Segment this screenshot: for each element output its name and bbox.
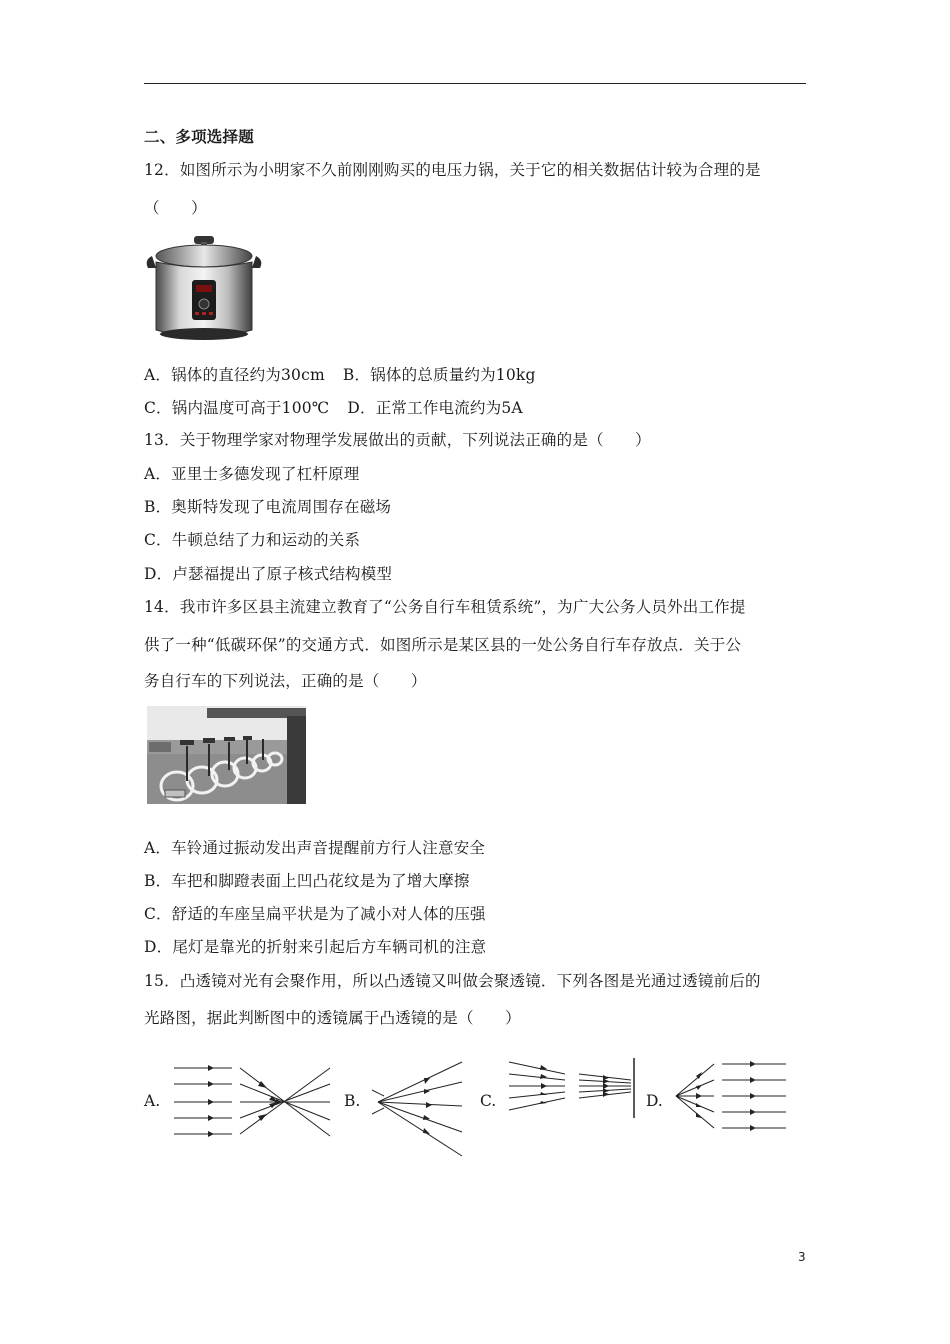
- light-path-diagram-c: [505, 1056, 640, 1122]
- q13-stem: 13．关于物理学家对物理学发展做出的贡献，下列说法正确的是（ ）: [144, 431, 651, 449]
- q14-option-d: D．尾灯是靠光的折射来引起后方车辆司机的注意: [144, 938, 487, 956]
- q12-stem-line1: 12．如图所示为小明家不久前刚刚购买的电压力锅，关于它的相关数据估计较为合理的是: [144, 161, 761, 179]
- q13-option-a: A．亚里士多德发现了杠杆原理: [144, 465, 360, 483]
- section-title: 二、多项选择题: [144, 128, 254, 146]
- q14-stem-line1: 14．我市许多区县主流建立教育了“公务自行车租赁系统”，为广大公务人员外出工作提: [144, 598, 746, 616]
- q14-option-c: C．舒适的车座呈扁平状是为了减小对人体的压强: [144, 905, 486, 923]
- q13-option-c: C．牛顿总结了力和运动的关系: [144, 531, 361, 549]
- q12-option-c: C．锅内温度可高于100℃: [144, 399, 330, 417]
- diagram-c-label: C.: [480, 1092, 497, 1110]
- diagram-b-label: B.: [344, 1092, 361, 1110]
- q13-option-b: B．奥斯特发现了电流周围存在磁场: [144, 498, 392, 516]
- q14-stem-line2: 供了一种“低碳环保”的交通方式．如图所示是某区县的一处公务自行车存放点．关于公: [144, 636, 742, 654]
- q14-stem-line3: 务自行车的下列说法，正确的是（ ）: [144, 672, 427, 690]
- light-path-diagram-d: [672, 1058, 790, 1136]
- q15-stem-line2: 光路图，据此判断图中的透镜属于凸透镜的是（ ）: [144, 1009, 521, 1027]
- q12-options-row1: [144, 365, 536, 385]
- q12-stem-line2: （ ）: [144, 199, 207, 217]
- q13-option-d: D．卢瑟福提出了原子核式结构模型: [144, 565, 393, 583]
- diagram-a-label: A.: [144, 1092, 161, 1110]
- bicycle-station-image: [147, 706, 306, 804]
- q15-stem-line1: 15．凸透镜对光有会聚作用，所以凸透镜又叫做会聚透镜．下列各图是光通过透镜前后的: [144, 972, 761, 990]
- q14-option-b: B．车把和脚蹬表面上凹凸花纹是为了增大摩擦: [144, 872, 470, 890]
- q12-option-a: A．锅体的直径约为30cm: [144, 366, 325, 384]
- light-path-diagram-b: [368, 1060, 468, 1160]
- header-rule: [144, 83, 806, 84]
- q14-option-a: A．车铃通过振动发出声音提醒前方行人注意安全: [144, 839, 486, 857]
- light-path-diagram-a: [170, 1060, 335, 1148]
- q12-option-b: B．锅体的总质量约为10kg: [342, 366, 536, 384]
- diagram-d-label: D.: [646, 1092, 663, 1110]
- q12-options-row2: [144, 398, 523, 418]
- q12-option-d: D．正常工作电流约为5A: [347, 399, 523, 417]
- pressure-cooker-image: [144, 234, 262, 346]
- page-number: 3: [798, 1250, 806, 1264]
